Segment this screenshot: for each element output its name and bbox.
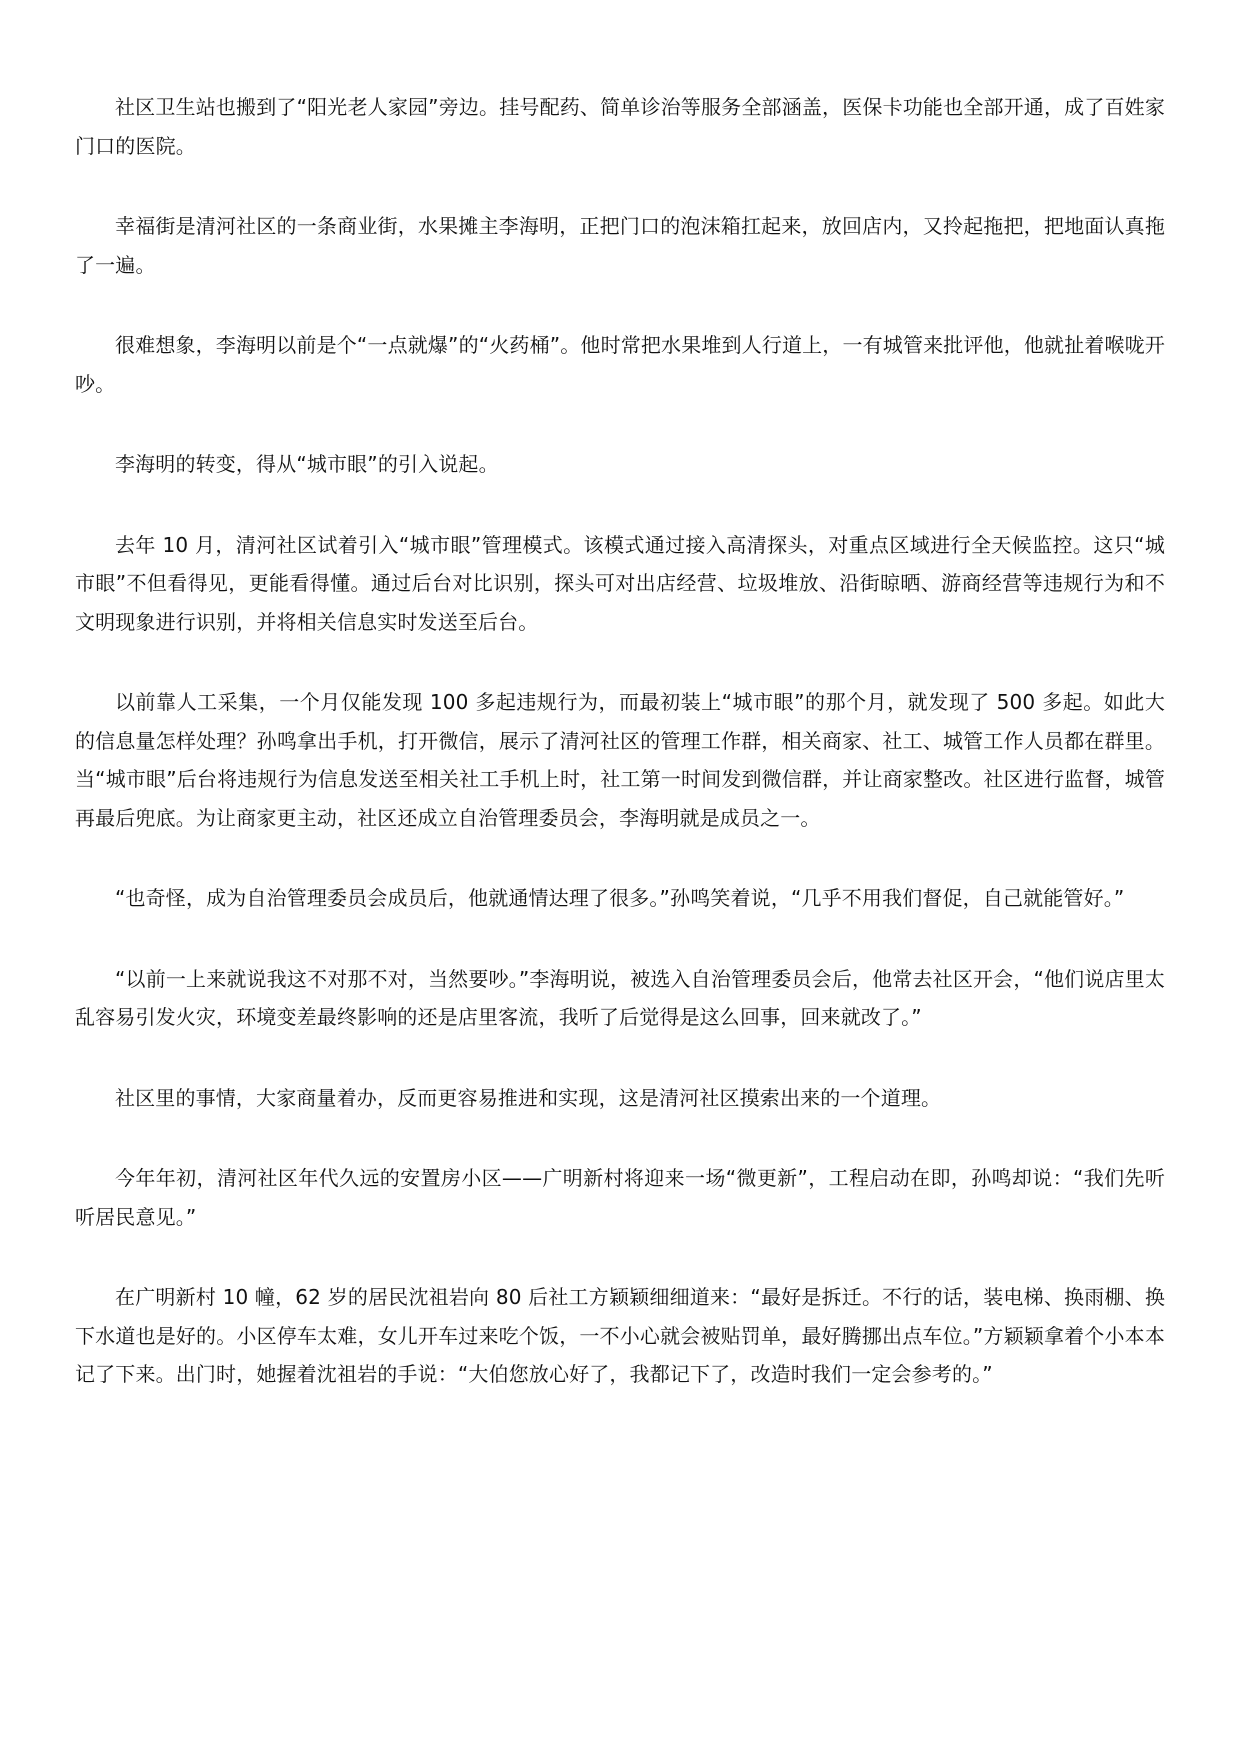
paragraph-8: “以前一上来就说我这不对那不对，当然要吵。”李海明说，被选入自治管理委员会后，他常去社区开会，“他们说店里太乱容易引发火灾，环境变差最终影响的还是店里客流，我听了后觉得是这么回事，回来就改了。” [75, 966, 1165, 1029]
paragraph-4: 李海明的转变，得从“城市眼”的引入说起。 [115, 452, 499, 476]
paragraph-9: 社区里的事情，大家商量着办，反而更容易推进和实现，这是清河社区摸索出来的一个道理。 [115, 1085, 942, 1110]
paragraph-10: 今年年初，清河社区年代久远的安置房小区——广明新村将迎来一场“微更新”，工程启动在即，孙鸣却说：“我们先听听居民意见。” [75, 1166, 1165, 1229]
paragraph-7: “也奇怪，成为自治管理委员会成员后，他就通情达理了很多。”孙鸣笑着说，“几乎不用我们督促，自己就能管好。” [115, 886, 1125, 910]
paragraph-1: 社区卫生站也搬到了“阳光老人家园”旁边。挂号配药、简单诊治等服务全部涵盖，医保卡功能也全部开通，成了百姓家门口的医院。 [75, 95, 1165, 158]
document-page [75, 88, 1165, 1436]
paragraph-2: 幸福街是清河社区的一条商业街，水果摊主李海明，正把门口的泡沫箱扛起来，放回店内，又拎起拖把，把地面认真拖了一遍。 [75, 214, 1165, 277]
paragraph-5: 去年 10 月，清河社区试着引入“城市眼”管理模式。该模式通过接入高清探头，对重点区域进行全天候监控。这只“城市眼”不但看得见，更能看得懂。通过后台对比识别，探头可对出店经营、垃圾堆放、沿街晾晒、游商经营等违规行为和不文明现象进行识别，并将相关信息实时发送至后台。 [75, 532, 1165, 634]
paragraph-3: 很难想象，李海明以前是个“一点就爆”的“火药桶”。他时常把水果堆到人行道上，一有城管来批评他，他就扯着喉咙开吵。 [75, 333, 1165, 396]
paragraph-6: 以前靠人工采集，一个月仅能发现 100 多起违规行为，而最初装上“城市眼”的那个月，就发现了 500 多起。如此大的信息量怎样处理？孙鸣拿出手机，打开微信，展示了清河社区的管理工作群，相关商家、社工、城管工作人员都在群里。当“城市眼”后台将违规行为信息发送至相关社工手机上时，社工第一时间发到微信群，并让商家整改。社区进行监督，城管再最后兜底。为让商家更主动，社区还成立自治管理委员会，李海明就是成员之一。 [75, 690, 1165, 830]
paragraph-11: 在广明新村 10 幢，62 岁的居民沈祖岩向 80 后社工方颖颖细细道来：“最好是拆迁。不行的话，装电梯、换雨棚、换下水道也是好的。小区停车太难，女儿开车过来吃个饭，一不小心就会被贴罚单，最好腾挪出点车位。”方颖颖拿着个小本本记了下来。出门时，她握着沈祖岩的手说：“大伯您放心好了，我都记下了，改造时我们一定会参考的。” [75, 1285, 1165, 1386]
